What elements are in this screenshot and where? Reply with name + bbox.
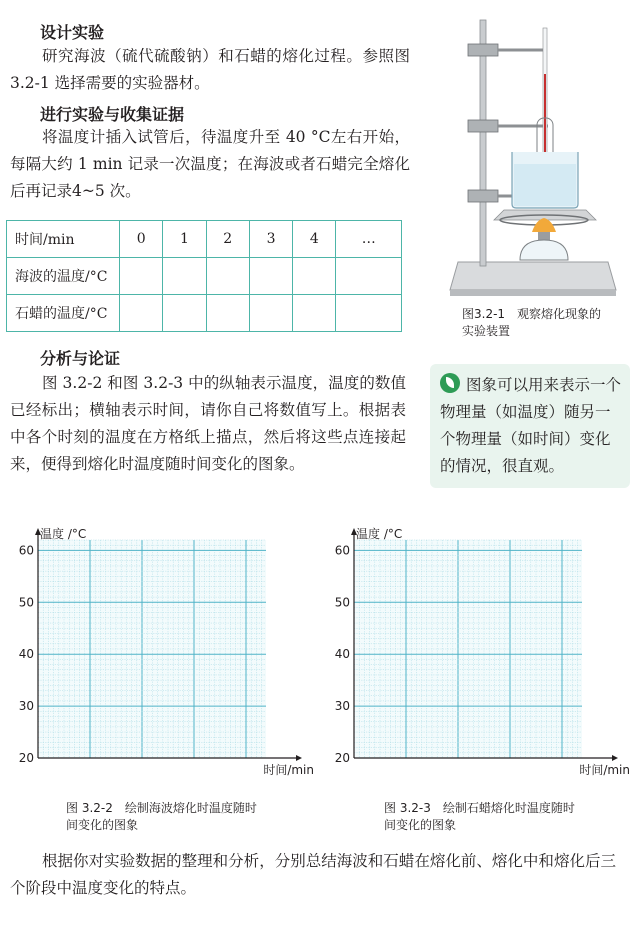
conclusion-paragraph: 根据你对实验数据的整理和分析，分别总结海波和石蜡在熔化前、熔化中和熔化后三个阶段中温度变化的特点。 [10, 852, 616, 897]
y-tick-label: 50 [334, 595, 350, 610]
apparatus-caption: 图3.2-1 观察熔化现象的实验装置 [462, 307, 602, 338]
clamp-top [468, 44, 498, 56]
grid-paper [38, 540, 266, 758]
table-header-cell: 3 [249, 221, 292, 258]
stand-base-edge [450, 290, 616, 296]
y-tick-label: 40 [18, 647, 34, 662]
tip-box [430, 364, 630, 488]
table-header-cell: 4 [293, 221, 336, 258]
design-paragraph: 研究海波（硫代硫酸钠）和石蜡的熔化过程。参照图 3.2-1 选择需要的实验器材。 [10, 47, 410, 92]
table-cell [163, 295, 206, 332]
table-cell [293, 295, 336, 332]
x-axis-arrow [612, 755, 618, 761]
table-header-cell: 时间/min [7, 221, 120, 258]
apparatus-illustration [436, 14, 622, 304]
chart-caption-1: 图 3.2-2 绘制海波熔化时温度随时间变化的图象 [66, 801, 257, 832]
table-cell [120, 295, 163, 332]
table-header-row [7, 221, 402, 258]
collect-paragraph: 将温度计插入试管后，待温度升至 40 °C左右开始，每隔大约 1 min 记录一次温度；在海波或者石蜡完全熔化后再记录4~5 次。 [10, 128, 410, 200]
table-cell [249, 258, 292, 295]
chart-melting-haibo [0, 520, 314, 782]
clamp-ring [468, 190, 498, 202]
table-cell [206, 258, 249, 295]
table-cell [249, 295, 292, 332]
table-cell [206, 295, 249, 332]
grid-paper [354, 540, 582, 758]
table-row-label: 海波的温度/°C [7, 258, 120, 295]
chart-melting-paraffin [316, 520, 630, 782]
table-row [7, 295, 402, 332]
table-row-label: 石蜡的温度/°C [7, 295, 120, 332]
table-header-cell: 2 [206, 221, 249, 258]
table-header-cell: 1 [163, 221, 206, 258]
y-tick-label: 60 [18, 543, 34, 558]
y-tick-label: 40 [334, 647, 350, 662]
table-cell [163, 258, 206, 295]
y-axis-label: 温度 /°C [356, 527, 403, 541]
y-axis-label: 温度 /°C [40, 527, 87, 541]
beaker-water [514, 164, 576, 206]
x-axis-label: 时间/min [263, 763, 314, 777]
table-cell [336, 295, 402, 332]
section-title-design: 设计实验 [40, 23, 105, 42]
x-axis-arrow [296, 755, 302, 761]
leaf-icon [440, 373, 460, 393]
table-header-cell: … [336, 221, 402, 258]
record-table [6, 220, 402, 332]
y-tick-label: 60 [334, 543, 350, 558]
clamp-middle [468, 120, 498, 132]
x-axis-label: 时间/min [579, 763, 630, 777]
stand-base [450, 262, 616, 290]
lamp-wick-holder [538, 232, 550, 240]
section-title-analysis: 分析与论证 [40, 349, 121, 368]
chart-caption-2: 图 3.2-3 绘制石蜡熔化时温度随时间变化的图象 [384, 801, 575, 832]
alcohol-lamp [520, 240, 568, 260]
analysis-paragraph: 图 3.2-2 和图 3.2-3 中的纵轴表示温度，温度的数值已经标出；横轴表示时间，请你自己将数值写上。根据表中各个时刻的温度在方格纸上描点，然后将这些点连接起来，便得到熔化时温度随时间变化的图象。 [10, 374, 406, 473]
y-tick-label: 30 [334, 699, 350, 714]
y-tick-label: 30 [18, 699, 34, 714]
y-tick-label: 20 [18, 751, 34, 765]
y-tick-label: 50 [18, 595, 34, 610]
table-cell [120, 258, 163, 295]
stand-rod [480, 20, 486, 266]
section-title-collect: 进行实验与收集证据 [40, 105, 185, 124]
y-tick-label: 20 [334, 751, 350, 765]
table-cell [336, 258, 402, 295]
table-header-cell: 0 [120, 221, 163, 258]
table-cell [293, 258, 336, 295]
tip-text: 图象可以用来表示一个物理量（如温度）随另一个物理量（如时间）变化的情况，很直观。 [440, 376, 622, 475]
table-row [7, 258, 402, 295]
